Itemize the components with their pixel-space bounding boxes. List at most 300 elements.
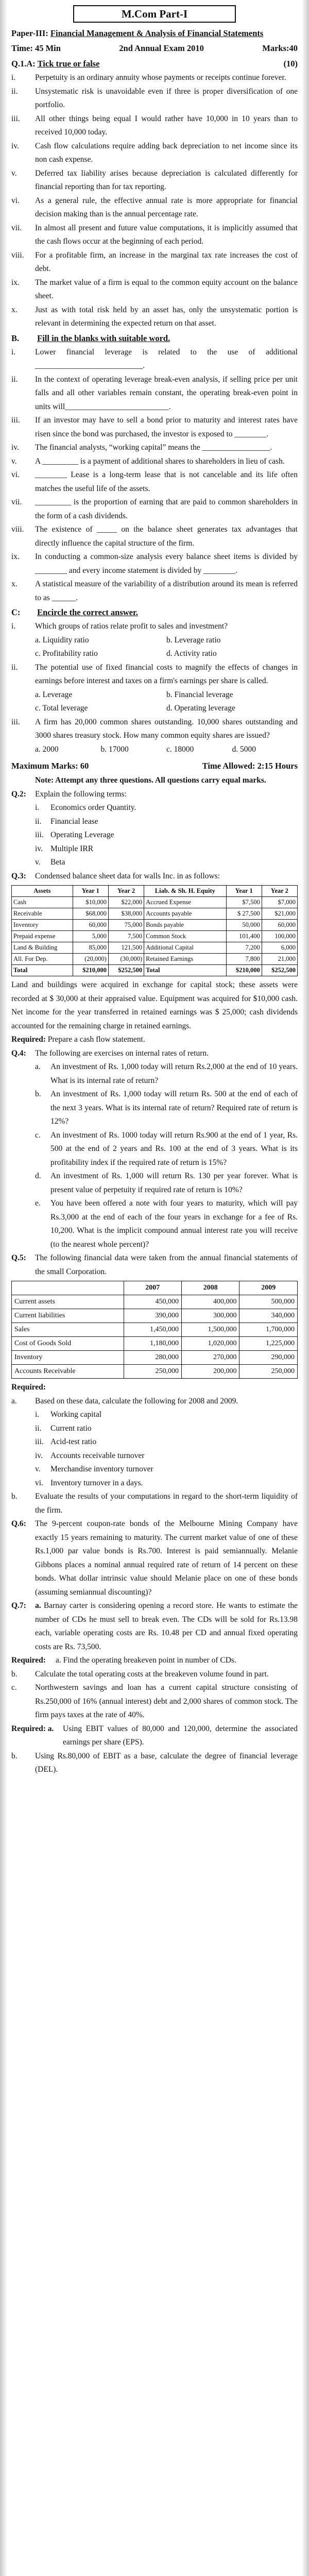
true-false-item-text: In almost all present and future value computations, it is implicitly assumed that the cash flows occur at the beginning of each period.	[35, 223, 298, 246]
q5-ratio-item-num: v.	[35, 1465, 41, 1473]
balance-sheet-cell: Bonds payable	[144, 920, 226, 931]
q2-term	[11, 856, 298, 870]
financial-data-row	[12, 1351, 298, 1365]
true-false-item-text: The market value of a firm is equal to the common equity account on the balance sheet.	[35, 278, 298, 300]
balance-sheet-cell: 7,500	[108, 931, 144, 942]
balance-sheet-cell: $7,500	[226, 897, 262, 908]
balance-sheet-header-cell: Liab. & Sh. H. Equity	[144, 886, 226, 897]
fill-blank-item	[11, 455, 298, 469]
q7-part-c-text: Northwestern savings and loan has a current capital structure consisting of Rs.250,000 of 16% (annual interest) debt and 2,000 shares of common stock. The firm pays taxes at the rate of 40%.	[35, 1683, 298, 1719]
financial-data-cell: 280,000	[124, 1351, 181, 1365]
balance-sheet-cell: $38,000	[108, 908, 144, 920]
balance-sheet-cell: Total	[12, 965, 73, 976]
true-false-item-num: i.	[11, 73, 16, 82]
financial-data-header-cell: 2007	[124, 1281, 181, 1295]
q4-label: Q.4:	[11, 1048, 26, 1058]
financial-data-cell: 500,000	[239, 1295, 298, 1309]
q7-part-b-text: Calculate the total operating costs at the breakeven volume found in part.	[35, 1669, 269, 1679]
q7-part-a-num: a.	[35, 1601, 41, 1610]
q7-part-d-text: Using Rs.80,000 of EBIT as a base, calculate the degree of financial leverage (DEL).	[35, 1751, 298, 1774]
fill-blank-item	[11, 523, 298, 550]
q7-part-d-num: b.	[11, 1751, 18, 1760]
q2-term-text: Financial lease	[50, 817, 98, 826]
q5-ratio-item-text: Working capital	[50, 1410, 102, 1419]
q7-part-a-text: Barnay carter is considering opening a record store. He wants to estimate the number of CDs he must sell to break even. The CDs will be sold for Rs.13.98 each, variable operating costs are Rs. 10.48 per CD and annual fixed operating costs are Rs. 73,500.	[35, 1601, 298, 1651]
true-false-item-num: vi.	[11, 196, 20, 205]
fill-blank-item-num: x.	[11, 580, 18, 588]
fill-blank-item-num: viii.	[11, 525, 24, 534]
true-false-item-num: iii.	[11, 114, 20, 123]
q1a-label: Q.1.A:	[11, 59, 36, 69]
financial-data-cell: 250,000	[239, 1365, 298, 1379]
mcq-option: d. Activity ratio	[166, 649, 217, 658]
mcq-options	[11, 634, 298, 661]
financial-data-cell: Accounts Receivable	[12, 1365, 124, 1379]
balance-sheet-row	[12, 897, 298, 908]
mcq-item-text: Which groups of ratios relate profit to sales and investment?	[35, 622, 228, 631]
q7-part-c-num: c.	[11, 1683, 17, 1692]
exam-paper	[11, 5, 298, 2576]
question-5	[11, 1251, 298, 1279]
exam-time: Time: 45 Min	[11, 43, 61, 53]
mcq-list	[11, 620, 298, 756]
q5-ratio-item-text: Current ratio	[50, 1423, 92, 1433]
q5-part-b-num: b.	[11, 1492, 18, 1501]
q2-term-text: Economics order Quantity.	[50, 803, 136, 812]
true-false-item-text: Perpetuity is an ordinary annuity whose payments or receipts continue forever.	[35, 73, 286, 82]
balance-sheet-row	[12, 908, 298, 920]
mcq-item	[11, 661, 298, 688]
q4-sub-question	[11, 1197, 298, 1251]
exam-meta-row	[11, 41, 298, 56]
q7-required-1-text: a. Find the operating breakeven point in number of CDs.	[56, 1656, 236, 1665]
financial-data-table	[11, 1281, 298, 1379]
balance-sheet-cell: 6,000	[262, 942, 297, 954]
financial-data-cell: 1,450,000	[124, 1323, 181, 1337]
course-title: M.Com Part-I	[73, 5, 236, 23]
fill-blank-item	[11, 468, 298, 496]
fill-blank-item-num: ix.	[11, 552, 20, 561]
balance-sheet-cell: $ 27,500	[226, 908, 262, 920]
balance-sheet-cell: All. For Dep.	[12, 954, 73, 965]
financial-data-cell: 400,000	[182, 1295, 239, 1309]
q4-sub-question-num: a.	[35, 1062, 41, 1071]
balance-sheet-cell: 75,000	[108, 920, 144, 931]
fill-blank-item-num: ii.	[11, 375, 18, 384]
balance-sheet-cell: 5,000	[73, 931, 108, 942]
true-false-item-num: x.	[11, 305, 18, 314]
q4-sub-question-text: An investment of Rs. 1000 today will return Rs.900 at the end of 1 year, Rs. 500 at the end of 2 years and Rs. 100 at the end of 3 years. What is its profitability index if the required rate of return is 15%?	[50, 1130, 298, 1167]
balance-sheet-cell: 60,000	[73, 920, 108, 931]
financial-data-cell: 300,000	[182, 1309, 239, 1323]
balance-sheet-cell: Inventory	[12, 920, 73, 931]
q7-part-b-num: b.	[11, 1669, 18, 1679]
financial-data-cell: Current liabilities	[12, 1309, 124, 1323]
fill-blanks-list	[11, 346, 298, 605]
financial-data-header-row	[12, 1281, 298, 1295]
q5-ratio-item	[11, 1463, 298, 1477]
q5-part-a-text: Based on these data, calculate the following for 2008 and 2009.	[35, 1396, 238, 1405]
balance-sheet-row	[12, 965, 298, 976]
true-false-item	[11, 112, 298, 140]
true-false-item-num: ix.	[11, 278, 20, 287]
true-false-item	[11, 194, 298, 222]
mcq-option: b. 17000	[100, 744, 129, 754]
balance-sheet-row	[12, 942, 298, 954]
q4-sub-question-num: b.	[35, 1090, 41, 1098]
q7-part-c	[11, 1681, 298, 1722]
paper-title: Financial Management & Analysis of Financial Statements	[50, 28, 264, 38]
balance-sheet-header-cell: Year 2	[108, 886, 144, 897]
financial-data-cell: 290,000	[239, 1351, 298, 1365]
fill-blank-item-text: A _________ is a payment of additional shares to shareholders in lieu of cash.	[35, 456, 285, 466]
financial-data-cell: 1,225,000	[239, 1337, 298, 1351]
q2-term	[11, 828, 298, 842]
q5-ratio-item-num: i.	[35, 1410, 40, 1419]
mcq-item	[11, 716, 298, 743]
financial-data-cell: 390,000	[124, 1309, 181, 1323]
q5-ratio-list	[11, 1408, 298, 1490]
mcq-option: a. 2000	[35, 744, 59, 754]
fill-blank-item	[11, 496, 298, 523]
paper-heading	[11, 26, 298, 41]
balance-sheet-header-cell: Year 1	[73, 886, 108, 897]
fill-blank-item-text: Lower financial leverage is related to the use of additional ___________________________.	[35, 347, 298, 370]
financial-data-cell: 200,000	[182, 1365, 239, 1379]
financial-data-row	[12, 1323, 298, 1337]
q5-ratio-item	[11, 1408, 298, 1422]
q4-sub-question-text: You have been offered a note with four years to maturity, which will pay Rs.3,000 at the end of each of the four years in exchange for a fee of Rs. 10,200. What is the implicit compound annual interest rate you will receive (to the nearest whole percent)?	[50, 1199, 298, 1249]
balance-sheet-cell: $210,000	[226, 965, 262, 976]
fill-blank-item-num: iv.	[11, 443, 19, 452]
section-c-label: C:	[11, 607, 21, 617]
q4-sub-question	[11, 1060, 298, 1088]
true-false-item	[11, 85, 298, 112]
financial-data-cell: 270,000	[182, 1351, 239, 1365]
q3-required-label: Required:	[11, 1035, 46, 1044]
q5-required-label: Required:	[11, 1383, 46, 1392]
q7-part-d	[11, 1750, 298, 1777]
true-false-list	[11, 71, 298, 331]
fill-blank-item-num: i.	[11, 347, 16, 357]
fill-blank-item-text: ________ Lease is a long-term lease that is not cancelable and its life often matches the useful life of the assets.	[35, 470, 298, 493]
q5-ratio-item	[11, 1435, 298, 1449]
balance-sheet-cell: $10,000	[73, 897, 108, 908]
q2-terms-list	[11, 801, 298, 870]
true-false-item-text: As a general rule, the effective annual rate is more appropriate for financial decision making than is the annual percentage rate.	[35, 196, 298, 218]
mcq-option: b. Financial leverage	[166, 690, 233, 699]
balance-sheet-cell: 50,000	[226, 920, 262, 931]
balance-sheet-header-cell: Year 1	[226, 886, 262, 897]
q5-ratio-item	[11, 1477, 298, 1490]
q4-sub-question-text: An investment of Rs. 1,000 today will return Rs. 500 at the end of each of the next 3 years. What is its internal rate of return? Required rate of return is 12%?	[50, 1090, 298, 1126]
q7-required-1	[11, 1654, 298, 1668]
fill-blank-item-text: The financial analysts, “working capital” means the _________________.	[35, 443, 272, 452]
financial-data-cell: 250,000	[124, 1365, 181, 1379]
financial-data-cell: Sales	[12, 1323, 124, 1337]
q5-ratio-item-text: Accounts receivable turnover	[50, 1451, 145, 1460]
balance-sheet-body	[12, 897, 298, 976]
balance-sheet-cell: 121,500	[108, 942, 144, 954]
q6-text: The 9-percent coupon-rate bonds of the Melbourne Mining Company have exactly 15 years remaining to maturity. The current market value of one of these Rs.1,000 par value bonds is Rs.700. Interest is paid semiannually. Melanie Gibbons places a nominal annual required rate of return of 14 percent on these bonds. What dollar intrinsic value should Melanie place on one of these bonds (assuming semiannual discounting)?	[35, 1519, 298, 1597]
financial-data-header-cell: 2009	[239, 1281, 298, 1295]
section-c-heading	[11, 605, 298, 620]
time-allowed: Time Allowed: 2:15 Hours	[202, 761, 298, 771]
balance-sheet-table	[11, 885, 298, 976]
financial-data-row	[12, 1365, 298, 1379]
financial-data-cell: Inventory	[12, 1351, 124, 1365]
true-false-item-text: Just as with total risk held by an asset has, only the unsystematic portion is relevant in determining the expected return on that asset.	[35, 305, 298, 328]
fill-blank-item-num: vii.	[11, 498, 22, 506]
balance-sheet-cell: $210,000	[73, 965, 108, 976]
fill-blank-item	[11, 441, 298, 455]
q5-ratio-item-text: Merchandise inventory turnover	[50, 1465, 153, 1473]
balance-sheet-cell: Land & Building	[12, 942, 73, 954]
q3-text: Condensed balance sheet data for walls Inc. in as follows:	[35, 871, 220, 880]
fill-blank-item-text: A statistical measure of the variability of a distribution around its mean is referred to as ______.	[35, 580, 298, 602]
q1a-heading	[11, 56, 298, 71]
q5-ratio-item-text: Inventory turnover in a days.	[50, 1478, 143, 1487]
financial-data-cell: 450,000	[124, 1295, 181, 1309]
true-false-item	[11, 249, 298, 276]
max-marks: Maximum Marks: 60	[11, 761, 89, 771]
financial-data-cell: Cost of Goods Sold	[12, 1337, 124, 1351]
q2-term	[11, 842, 298, 856]
balance-sheet-cell: $252,500	[262, 965, 297, 976]
mcq-item-num: iii.	[11, 717, 20, 726]
financial-data-cell: 1,500,000	[182, 1323, 239, 1337]
mcq-option: c. Profitability ratio	[35, 649, 98, 658]
financial-data-cell: 340,000	[239, 1309, 298, 1323]
q2-term	[11, 815, 298, 829]
true-false-item-num: iv.	[11, 141, 19, 150]
question-6	[11, 1517, 298, 1599]
mcq-option: c. Total leverage	[35, 704, 88, 713]
q4-sub-question-text: An investment of Rs. 1,000 today will return Rs.2,000 at the end of 10 years. What is its internal rate of return?	[50, 1062, 298, 1085]
q5-part-a	[11, 1395, 298, 1409]
q3-required-text: Prepare a cash flow statement.	[47, 1035, 145, 1044]
true-false-item	[11, 222, 298, 249]
balance-sheet-header-cell: Year 2	[262, 886, 297, 897]
q5-ratio-item-num: iv.	[35, 1451, 43, 1460]
balance-sheet-cell: 60,000	[262, 920, 297, 931]
true-false-item	[11, 71, 298, 85]
true-false-item	[11, 303, 298, 331]
true-false-item-num: v.	[11, 168, 17, 178]
mcq-options	[11, 743, 298, 757]
true-false-item-text: Unsystematic risk is unavoidable even if three is proper diversification of one portfolio.	[35, 87, 298, 109]
subjective-meta-row	[11, 758, 298, 774]
q4-text: The following are exercises on internal rates of return.	[35, 1048, 209, 1058]
q5-ratio-item-text: Acid-test ratio	[50, 1437, 97, 1446]
fill-blank-item	[11, 346, 298, 373]
fill-blank-item	[11, 373, 298, 414]
q7-required-2-text: Using EBIT values of 80,000 and 120,000, determine the associated earnings per share (EPS).	[63, 1724, 298, 1747]
balance-sheet-cell: $22,000	[108, 897, 144, 908]
balance-sheet-cell: 7,200	[226, 942, 262, 954]
true-false-item	[11, 140, 298, 167]
q2-term-text: Operating Leverage	[50, 831, 114, 839]
fill-blank-item	[11, 550, 298, 578]
balance-sheet-cell: Prepaid expense	[12, 931, 73, 942]
q6-label: Q.6:	[11, 1519, 26, 1528]
balance-sheet-cell: Additional Capital	[144, 942, 226, 954]
section-b-label: B.	[11, 333, 20, 343]
balance-sheet-cell: Cash	[12, 897, 73, 908]
balance-sheet-cell: Receivable	[12, 908, 73, 920]
balance-sheet-cell: Total	[144, 965, 226, 976]
balance-sheet-row	[12, 920, 298, 931]
fill-blank-item-text: _________ is the proportion of earning that are paid to common shareholders in the form of a cash dividends.	[35, 498, 298, 520]
q4-sub-questions	[11, 1060, 298, 1251]
q7-label: Q.7:	[11, 1601, 26, 1610]
q7-required-1-label: Required:	[11, 1656, 46, 1665]
fill-blank-item-text: If an investor may have to sell a bond prior to maturity and interest rates have risen since the bond was purchased, the investor is exposed to ________.	[35, 416, 298, 438]
q5-part-b	[11, 1490, 298, 1517]
q5-part-b-text: Evaluate the results of your computations in regard to the short-term liquidity of the firm.	[35, 1492, 298, 1515]
q7-required-2-label: Required: a.	[11, 1724, 54, 1733]
balance-sheet-cell: 21,000	[262, 954, 297, 965]
instructions-note: Note: Attempt any three questions. All questions carry equal marks.	[35, 776, 266, 785]
q2-term-num: v.	[35, 858, 41, 867]
section-b-heading	[11, 331, 298, 346]
exam-marks: Marks:40	[262, 43, 298, 53]
q3-after-text: Land and buildings were acquired in exchange for capital stock; these assets were recorded at $ 30,000 at their appraised value. Equipment was acquired for $10,000 cash. Net income for the year transferred in retained earnings was $ 25,000; cash dividends accounted for the remaining charge in retained earnings.	[11, 980, 298, 1030]
q2-term-text: Multiple IRR	[50, 844, 94, 853]
section-c-title: Encircle the correct answer.	[37, 607, 138, 617]
balance-sheet-cell: 100,000	[262, 931, 297, 942]
financial-data-row	[12, 1309, 298, 1323]
true-false-item-text: For a profitable firm, an increase in the marginal tax rate increases the cost of debt.	[35, 250, 298, 273]
true-false-item-text: Deferred tax liability arises because depreciation is calculated differently for financial reporting than for tax reporting.	[35, 168, 298, 191]
balance-sheet-cell: (30,000)	[108, 954, 144, 965]
q4-sub-question-text: An investment of Rs. 1,000 will return Rs. 130 per year forever. What is present value of perpetuity if required rate of return is 10%?	[50, 1172, 298, 1194]
q5-part-a-num: a.	[11, 1396, 17, 1405]
true-false-item-text: Cash flow calculations require adding back depreciation to net income since its non cash expense.	[35, 141, 298, 164]
q2-term-num: iii.	[35, 831, 44, 839]
mcq-option: c. 18000	[166, 744, 194, 754]
fill-blank-item-num: v.	[11, 456, 17, 466]
q4-sub-question-num: c.	[35, 1130, 41, 1140]
scan-shadow-left	[0, 0, 7, 2576]
mcq-options	[11, 688, 298, 716]
mcq-option: d. Operating leverage	[166, 704, 235, 713]
q2-text: Explain the following terms:	[35, 789, 127, 799]
question-2	[11, 788, 298, 802]
balance-sheet-cell: $7,000	[262, 897, 297, 908]
q4-sub-question-num: d.	[35, 1172, 41, 1180]
financial-data-cell: 1,020,000	[182, 1337, 239, 1351]
q3-label: Q.3:	[11, 871, 26, 880]
q7-part-b	[11, 1668, 298, 1682]
question-7	[11, 1599, 298, 1654]
q5-ratio-item	[11, 1449, 298, 1463]
balance-sheet-cell: (20,000)	[73, 954, 108, 965]
balance-sheet-cell: $252,500	[108, 965, 144, 976]
q4-sub-question	[11, 1170, 298, 1197]
financial-data-header-cell: 2008	[182, 1281, 239, 1295]
mcq-option: a. Leverage	[35, 690, 73, 699]
balance-sheet-header-row	[12, 886, 298, 897]
financial-data-cell: Current assets	[12, 1295, 124, 1309]
q5-ratio-item	[11, 1422, 298, 1436]
mcq-option: d. 5000	[232, 744, 256, 754]
mcq-item-num: i.	[11, 622, 16, 631]
balance-sheet-cell: 85,000	[73, 942, 108, 954]
balance-sheet-header-cell: Assets	[12, 886, 73, 897]
balance-sheet-cell: Accrued Expense	[144, 897, 226, 908]
q2-label: Q.2:	[11, 789, 26, 799]
q2-term-text: Beta	[50, 858, 65, 867]
balance-sheet-cell: 7,800	[226, 954, 262, 965]
mcq-item	[11, 620, 298, 634]
true-false-item	[11, 276, 298, 303]
q5-ratio-item-num: iii.	[35, 1437, 44, 1446]
q2-term	[11, 801, 298, 815]
q5-ratio-item-num: ii.	[35, 1423, 42, 1433]
q1a-marks: (10)	[283, 59, 298, 69]
mcq-item-text: The potential use of fixed financial costs to magnify the effects of changes in earnings before interest and taxes on a firm's earnings per share is called.	[35, 663, 298, 685]
fill-blank-item-text: The existence of _____ on the balance sheet generates tax advantages that directly influence the capital structure of the firm.	[35, 525, 298, 548]
q7-required-2	[11, 1722, 298, 1750]
financial-data-row	[12, 1337, 298, 1351]
balance-sheet-row	[12, 954, 298, 965]
financial-data-row	[12, 1295, 298, 1309]
paper-number: Paper-III:	[11, 28, 48, 38]
q5-ratio-item-num: vi.	[35, 1478, 43, 1487]
true-false-item-num: viii.	[11, 250, 24, 260]
mcq-item-num: ii.	[11, 663, 18, 672]
q2-term-num: ii.	[35, 817, 42, 826]
financial-data-cell: 1,180,000	[124, 1337, 181, 1351]
balance-sheet-cell: $68,000	[73, 908, 108, 920]
financial-data-header-cell	[12, 1281, 124, 1295]
exam-session: 2nd Annual Exam 2010	[119, 43, 204, 53]
mcq-option: a. Liquidity ratio	[35, 635, 89, 645]
fill-blank-item-num: vi.	[11, 470, 20, 479]
q5-text: The following financial data were taken from the annual financial statements of the small Corporation.	[35, 1253, 298, 1276]
q3-required	[11, 1033, 298, 1047]
balance-sheet-cell: Common Stock	[144, 931, 226, 942]
balance-sheet-row	[12, 931, 298, 942]
balance-sheet-cell: Accounts payable	[144, 908, 226, 920]
q5-label: Q.5:	[11, 1253, 26, 1262]
question-4	[11, 1047, 298, 1061]
fill-blank-item-text: In the context of operating leverage break-even analysis, if selling price per unit falls and all other variables remain constant, the operating break-even point in units will__________________________.	[35, 375, 298, 411]
q4-sub-question-num: e.	[35, 1199, 41, 1208]
question-3	[11, 870, 298, 884]
balance-sheet-cell: Retained Earnings	[144, 954, 226, 965]
true-false-item	[11, 167, 298, 194]
q2-term-num: i.	[35, 803, 40, 812]
true-false-item-num: ii.	[11, 87, 18, 96]
mcq-option: b. Leverage ratio	[166, 635, 221, 645]
true-false-item-num: vii.	[11, 223, 22, 232]
fill-blank-item	[11, 578, 298, 605]
true-false-item-text: All other things being equal I would rather have 10,000 in 10 years than to received 10,000 today.	[35, 114, 298, 137]
section-b-title: Fill in the blanks with suitable word.	[37, 333, 170, 343]
balance-sheet-cell: $21,000	[262, 908, 297, 920]
financial-data-cell: 1,700,000	[239, 1323, 298, 1337]
q4-sub-question	[11, 1129, 298, 1170]
q1a-title: Tick true or false	[37, 59, 100, 69]
fill-blank-item-num: iii.	[11, 416, 20, 425]
scan-shadow-right	[302, 0, 309, 2576]
q2-term-num: iv.	[35, 844, 43, 853]
fill-blank-item-text: In conducting a common-size analysis every balance sheet items is divided by ________ and every income statement is divided by ________.	[35, 552, 298, 575]
balance-sheet-cell: 101,400	[226, 931, 262, 942]
mcq-item-text: A firm has 20,000 common shares outstanding. 10,000 shares outstanding and 3000 shares treasury stock. How many common equity shares are issued?	[35, 717, 298, 740]
